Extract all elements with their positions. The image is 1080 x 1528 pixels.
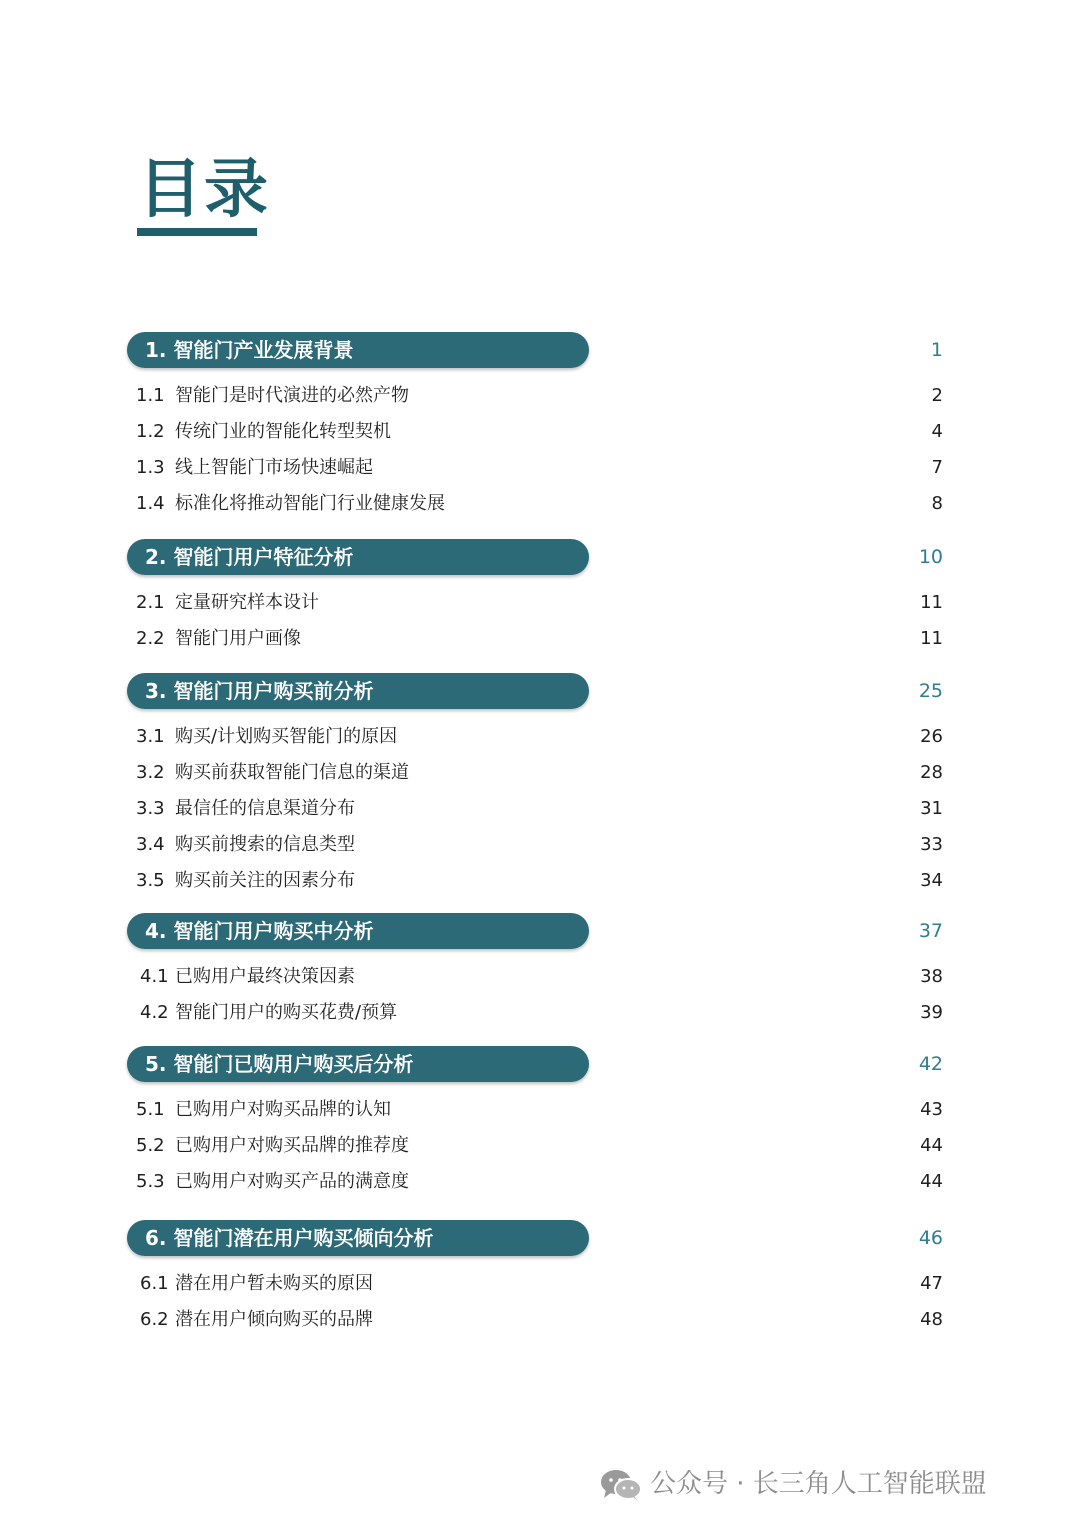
toc-item[interactable] (0, 486, 1080, 522)
item-number: 2.2 (136, 628, 165, 649)
item-number: 3.2 (136, 762, 165, 783)
item-page-number: 4 (931, 421, 943, 442)
item-page-number: 11 (920, 592, 943, 613)
toc-item[interactable] (0, 995, 1080, 1031)
item-number: 3.3 (136, 798, 165, 819)
item-number: 4.1 (140, 966, 169, 987)
item-title: 购买/计划购买智能门的原因 (175, 726, 398, 747)
section-page-number: 1 (930, 339, 943, 361)
item-title: 定量研究样本设计 (175, 592, 319, 613)
toc-item[interactable] (0, 1266, 1080, 1302)
section-page-number: 25 (918, 680, 943, 702)
toc-item[interactable] (0, 585, 1080, 621)
section-page-number: 37 (918, 920, 943, 942)
item-page-number: 11 (920, 628, 943, 649)
item-page-number: 8 (931, 493, 943, 514)
toc-item[interactable] (0, 863, 1080, 899)
footer-text: 公众号 · 长三角人工智能联盟 (650, 1469, 987, 1499)
item-title: 已购用户对购买产品的满意度 (175, 1171, 409, 1192)
section-heading[interactable]: 1. 智能门产业发展背景 (127, 332, 589, 368)
item-number: 3.5 (136, 870, 165, 891)
item-page-number: 48 (920, 1309, 943, 1330)
item-page-number: 33 (920, 834, 943, 855)
item-number: 5.3 (136, 1171, 165, 1192)
item-page-number: 44 (920, 1135, 943, 1156)
page-title: 目录 (138, 153, 270, 227)
section-page-number: 42 (918, 1053, 943, 1075)
item-title: 购买前搜索的信息类型 (175, 834, 355, 855)
section-heading[interactable]: 5. 智能门已购用户购买后分析 (127, 1046, 589, 1082)
item-page-number: 47 (920, 1273, 943, 1294)
toc-item[interactable] (0, 1164, 1080, 1200)
item-title: 购买前关注的因素分布 (175, 870, 355, 891)
toc-item[interactable] (0, 1092, 1080, 1128)
toc-item[interactable] (0, 378, 1080, 414)
toc-item[interactable] (0, 791, 1080, 827)
toc-item[interactable] (0, 621, 1080, 657)
item-number: 4.2 (140, 1002, 169, 1023)
item-title: 潜在用户暂未购买的原因 (175, 1273, 373, 1294)
toc-item[interactable] (0, 719, 1080, 755)
item-page-number: 7 (931, 457, 943, 478)
item-number: 6.1 (140, 1273, 169, 1294)
item-number: 2.1 (136, 592, 165, 613)
item-number: 1.4 (136, 493, 165, 514)
item-page-number: 39 (920, 1002, 943, 1023)
item-number: 3.4 (136, 834, 165, 855)
item-title: 最信任的信息渠道分布 (175, 798, 355, 819)
item-page-number: 2 (931, 385, 943, 406)
item-title: 传统门业的智能化转型契机 (175, 421, 391, 442)
toc-item[interactable] (0, 414, 1080, 450)
item-number: 1.2 (136, 421, 165, 442)
toc-item[interactable] (0, 755, 1080, 791)
item-number: 6.2 (140, 1309, 169, 1330)
section-heading[interactable]: 3. 智能门用户购买前分析 (127, 673, 589, 709)
item-number: 1.3 (136, 457, 165, 478)
section-page-number: 10 (918, 546, 943, 568)
item-number: 1.1 (136, 385, 165, 406)
item-title: 智能门是时代演进的必然产物 (175, 385, 409, 406)
section-heading[interactable]: 2. 智能门用户特征分析 (127, 539, 589, 575)
wechat-icon (600, 1468, 642, 1502)
toc-item[interactable] (0, 1302, 1080, 1338)
item-page-number: 28 (920, 762, 943, 783)
item-title: 线上智能门市场快速崛起 (175, 457, 373, 478)
toc-item[interactable] (0, 450, 1080, 486)
item-number: 3.1 (136, 726, 165, 747)
item-title: 已购用户对购买品牌的认知 (175, 1099, 391, 1120)
item-title: 智能门用户的购买花费/预算 (175, 1002, 398, 1023)
item-page-number: 26 (920, 726, 943, 747)
item-page-number: 34 (920, 870, 943, 891)
item-page-number: 43 (920, 1099, 943, 1120)
section-heading[interactable]: 4. 智能门用户购买中分析 (127, 913, 589, 949)
section-page-number: 46 (918, 1227, 943, 1249)
item-title: 已购用户最终决策因素 (175, 966, 355, 987)
item-title: 已购用户对购买品牌的推荐度 (175, 1135, 409, 1156)
item-title: 潜在用户倾向购买的品牌 (175, 1309, 373, 1330)
item-page-number: 44 (920, 1171, 943, 1192)
item-page-number: 31 (920, 798, 943, 819)
toc-item[interactable] (0, 1128, 1080, 1164)
item-page-number: 38 (920, 966, 943, 987)
item-number: 5.1 (136, 1099, 165, 1120)
title-underline (137, 228, 257, 236)
toc-item[interactable] (0, 827, 1080, 863)
item-title: 标准化将推动智能门行业健康发展 (175, 493, 445, 514)
toc-item[interactable] (0, 959, 1080, 995)
item-title: 购买前获取智能门信息的渠道 (175, 762, 409, 783)
item-number: 5.2 (136, 1135, 165, 1156)
item-title: 智能门用户画像 (175, 628, 301, 649)
section-heading[interactable]: 6. 智能门潜在用户购买倾向分析 (127, 1220, 589, 1256)
